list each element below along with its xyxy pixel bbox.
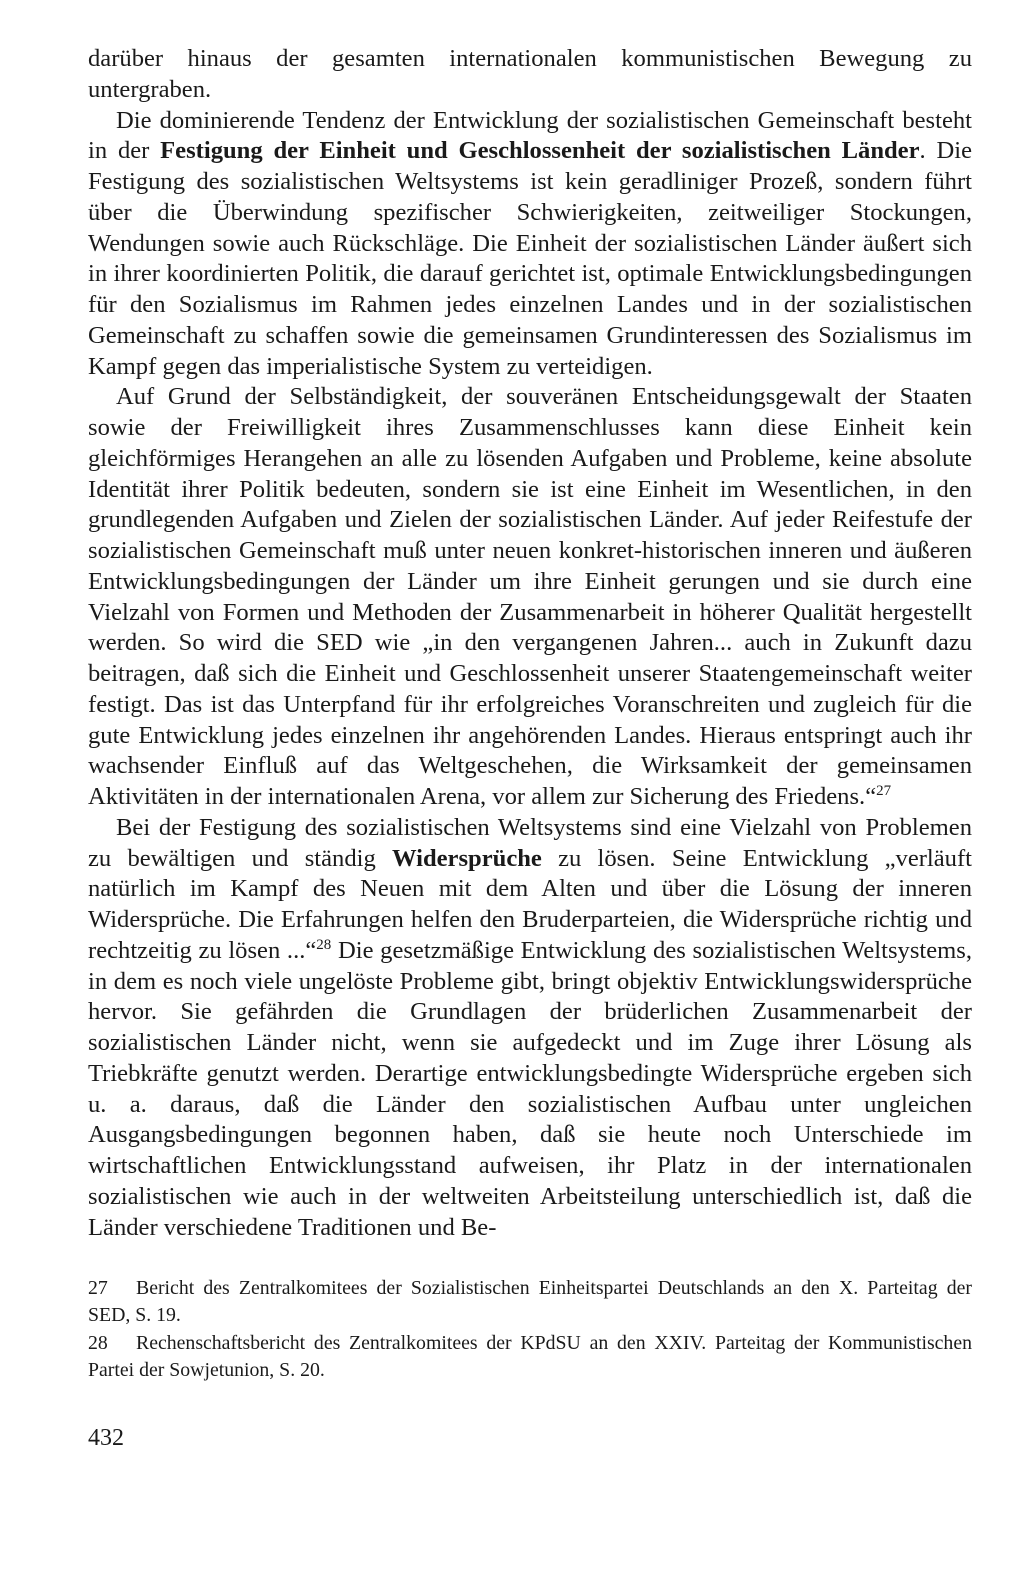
footnote-27 [88, 1275, 972, 1328]
footnote-28 [88, 1330, 972, 1383]
paragraph-4-emphasis: Widersprüche [391, 844, 542, 872]
paragraph-4-text-b: zu lösen. Seine Entwicklung „verläuft natürlich im Kampf des Neuen mit dem Alten und über die Lösung der inneren Widersprüche. Die Erfahrungen helfen den Bruderparteien, die Widersprüche richtig und rechtzeitig zu lösen ...“ [88, 844, 972, 964]
paragraph-2-text-a: Die dominierende Tendenz der Entwicklung der sozialistischen Gemeinschaft besteht in der [88, 106, 972, 165]
footnote-text: Rechenschaftsbericht des Zentralkomitees der KPdSU an den XXIV. Parteitag der Kommunistischen Partei der Sowjetunion, S. 20. [88, 1332, 972, 1381]
footnote-number: 27 [88, 1277, 108, 1300]
paragraph-1-text: darüber hinaus der gesamten internationalen kommunistischen Bewegung zu untergraben. [88, 45, 972, 103]
paragraph-2-text-b: . Die Festigung des sozialistischen Weltsystems ist kein geradliniger Prozeß, sondern führt über die Überwindung spezifischer Schwierigkeiten, zeitweiliger Stockungen, Wendungen sowie auch Rückschläge. Die Einheit der sozialistischen Länder äußert sich in ihrer koordinierten Politik, die darauf gerichtet ist, optimale Entwicklungsbedingungen für den Sozialismus im Rahmen jedes einzelnen Landes und in der sozialistischen Gemeinschaft zu schaffen sowie die gemeinsamen Grundinteressen des Sozialismus im Kampf gegen das imperialistische System zu verteidigen. [88, 137, 972, 380]
paragraph-4-text-a: Bei der Festigung des sozialistischen Weltsystems sind eine Vielzahl von Problemen zu bewältigen und ständig [88, 813, 972, 872]
paragraph-2-emphasis: Festigung der Einheit und Geschlossenheit der sozialistischen Länder [160, 137, 920, 165]
paragraph-4 [88, 813, 972, 1244]
body-text [88, 44, 972, 1243]
page-number: 432 [88, 1425, 124, 1452]
paragraph-2 [88, 106, 972, 383]
footnotes [88, 1275, 972, 1383]
paragraph-4-text-c: Die gesetzmäßige Entwicklung des sozialistischen Weltsystems, in dem es noch viele ungelöste Probleme gibt, bringt objektiv Entwicklungswidersprüche hervor. Sie gefährden die Grundlagen der brüderlichen Zusammenarbeit der sozialistischen Länder nicht, wenn sie aufgedeckt und im Zuge ihrer Lösung als Triebkräfte genutzt werden. Derartige entwicklungsbedingte Widersprüche ergeben sich u. a. daraus, daß die Länder den sozialistischen Aufbau unter ungleichen Ausgangsbedingungen begonnen haben, daß sie heute noch Unterschiede im wirtschaftlichen Entwicklungsstand aufweisen, ihr Platz in der internationalen sozialistischen wie auch in der weltweiten Arbeitsteilung unterschiedlich ist, daß die Länder verschiedene Traditionen und Be- [88, 936, 972, 1241]
footnote-ref-28: 28 [316, 936, 332, 953]
paragraph-3 [88, 382, 972, 813]
paragraph-3-text: Auf Grund der Selbständigkeit, der souveränen Entscheidungsgewalt der Staaten sowie der Freiwilligkeit ihres Zusammenschlusses kann diese Einheit kein gleichförmiges Herangehen an alle zu lösenden Aufgaben und Probleme, keine absolute Identität ihrer Politik bedeuten, sondern sie ist eine Einheit im Wesentlichen, in den grundlegenden Aufgaben und Zielen der sozialistischen Länder. Auf jeder Reifestufe der sozialistischen Gemeinschaft muß unter neuen konkret-historischen inneren und äußeren Entwicklungsbedingungen der Länder um ihre Einheit gerungen und sie durch eine Vielzahl von Formen und Methoden der Zusammenarbeit in höherer Qualität hergestellt werden. So wird die SED wie „in den vergangenen Jahren... auch in Zukunft dazu beitragen, daß sich die Einheit und Geschlossenheit unserer Staatengemeinschaft weiter festigt. Das ist das Unterpfand für ihr erfolgreiches Voranschreiten und zugleich für die gute Entwicklung jedes einzelnen ihr angehörenden Landes. Hieraus entspringt auch ihr wachsender Einfluß auf das Weltgeschehen, die Wirksamkeit der gemeinsamen Aktivitäten in der internationalen Arena, vor allem zur Sicherung des Friedens.“ [88, 383, 972, 810]
footnote-text: Bericht des Zentralkomitees der Sozialistischen Einheitspartei Deutschlands an den X. Parteitag der SED, S. 19. [88, 1277, 972, 1326]
paragraph-1 [88, 44, 972, 106]
page [88, 44, 972, 1453]
footnote-number: 28 [88, 1332, 108, 1355]
footnote-ref-27: 27 [876, 783, 892, 799]
